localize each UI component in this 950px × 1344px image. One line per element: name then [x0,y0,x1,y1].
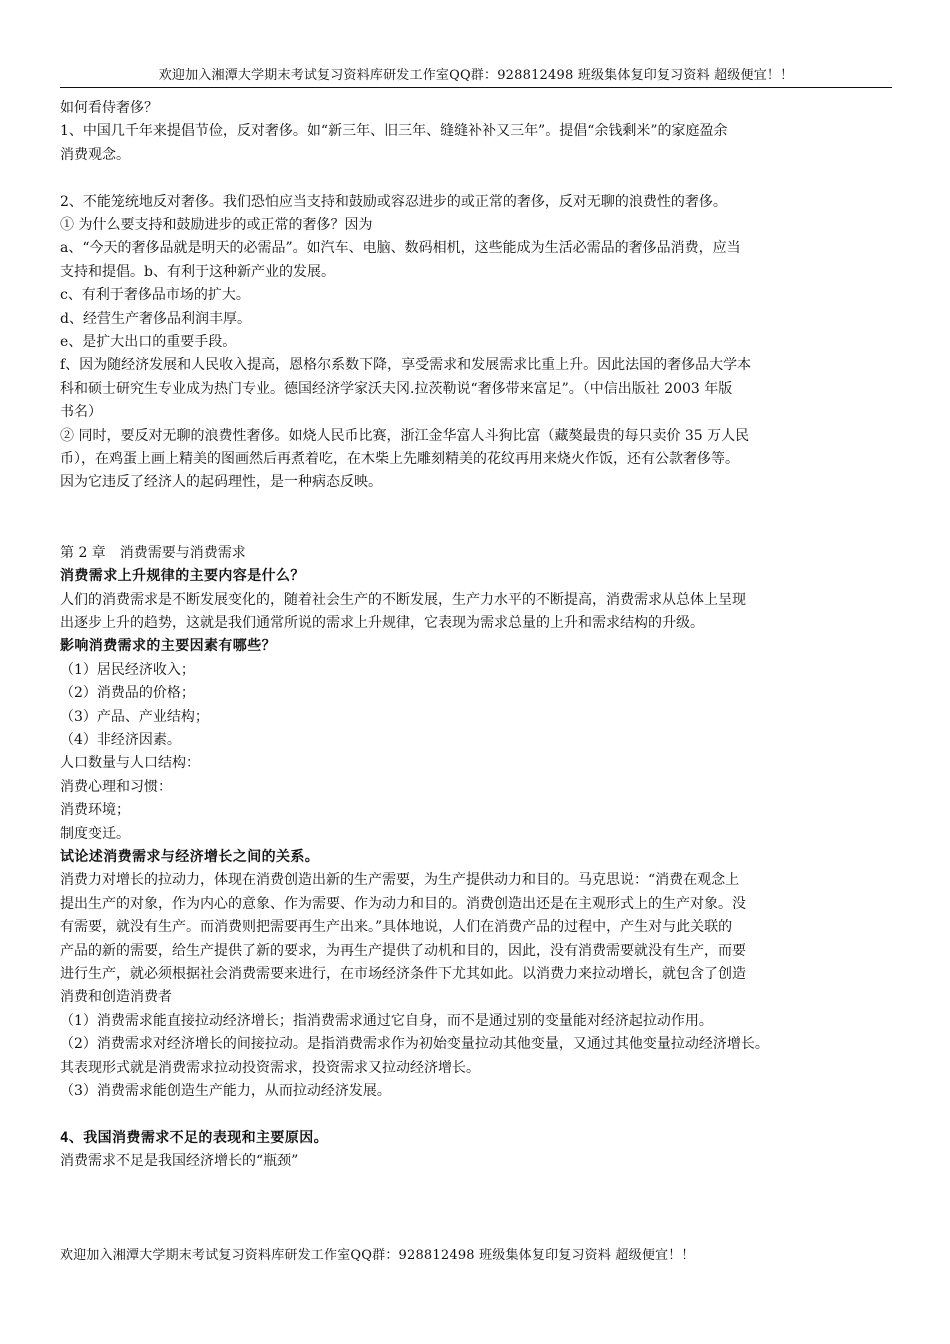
paragraph: 产品的新的需要，给生产提供了新的要求，为再生产提供了动机和目的，因此，没有消费需要就没有生产，而要 [60,942,746,959]
question-heading: 试论述消费需求与经济增长之间的关系。 [60,848,320,865]
spacer [60,1103,900,1126]
paragraph: 有需要，就没有生产。而消费则把需要再生产出来。”具体地说，人们在消费产品的过程中，产生对与此关联的 [60,919,733,936]
list-item: （3）消费需求能创造生产能力，从而拉动经济发展。 [60,1083,391,1100]
question-heading: 如何看侍奢侈？ [60,100,158,116]
paragraph: 消费力对增长的拉动力，体现在消费创造出新的生产需要，为生产提供动力和目的。马克思说：“消费在观念上 [60,872,740,889]
paragraph: 提出生产的对象，作为内心的意象、作为需要、作为动力和目的。消费创造出还是在主观形式上的生产对象。没 [60,895,746,912]
paragraph: 出逐步上升的趋势，这就是我们通常所说的需求上升规律，它表现为需求总量的上升和需求结构的升级。 [60,614,704,631]
list-item: d、经营生产奢侈品利润丰厚。 [60,310,251,327]
list-item: 消费环境； [60,802,130,819]
paragraph: 消费需求不足是我国经济增长的“瓶颈” [60,1153,299,1170]
paragraph: 币），在鸡蛋上画上精美的图画然后再煮着吃，在木柴上先雕刻精美的花纹再用来烧火作饭，还有公款奢侈等。 [60,451,739,468]
list-item: 人口数量与人口结构： [60,755,200,772]
paragraph: 进行生产，就必须根据社会消费需要来进行，在市场经济条件下尤其如此。以消费力来拉动增长，就包含了创造 [60,966,746,982]
question-heading: 消费需求上升规律的主要内容是什么？ [60,568,305,585]
list-item: f、因为随经济发展和人民收入提高，恩格尔系数下降，享受需求和发展需求比重上升。因此法国的奢侈品大学本 [60,357,752,374]
list-item: （1）居民经济收入； [60,661,195,678]
list-item: 制度变迁。 [60,825,130,842]
paragraph: 消费观念。 [60,146,130,163]
list-item: a、“今天的奢侈品就是明天的必需品”。如汽车、电脑、数码相机，这些能成为生活必需品的奢侈品消费，应当 [60,240,741,257]
paragraph: 2、不能笼统地反对奢侈。我们恐怕应当支持和鼓励或容忍进步的或正常的奢侈，反对无聊的浪费性的奢侈。 [60,193,727,210]
list-item: c、有利于奢侈品市场的扩大。 [60,287,250,304]
chapter-title: 第 2 章 消费需要与消费需求 [60,544,246,561]
page-footer: 欢迎加入湘潭大学期末考试复习资料库研发工作室QQ群：928812498 班级集体复印复习资料 超级便宜！！ [60,1248,695,1263]
paragraph: 消费和创造消费者 [60,989,172,1006]
list-item: 消费心理和习惯： [60,778,172,795]
list-item: （2）消费需求对经济增长的间接拉动。是指消费需求作为初始变量拉动其他变量，又通过其他变量拉动经济增长。 [60,1036,769,1053]
paragraph: 1、中国几千年来提倡节俭，反对奢侈。如“新三年、旧三年、缝缝补补又三年”。提倡“余钱剩米”的家庭盈余 [60,123,728,140]
header-divider [60,87,892,88]
list-item: 其表现形式就是消费需求拉动投资需求，投资需求又拉动经济增长。 [60,1059,480,1076]
document-body [60,97,900,1174]
list-item: 科和硕士研究生专业成为热门专业。德国经济学家沃夫冈.拉茨勒说“奢侈带来富足”。（中信出版社 2003 年版 [60,380,733,397]
paragraph: ① 为什么要支持和鼓励进步的或正常的奢侈？因为 [60,217,373,234]
spacer [60,167,900,190]
list-item: （2）消费品的价格； [60,685,195,702]
paragraph: ② 同时，要反对无聊的浪费性奢侈。如烧人民币比赛，浙江金华富人斗狗比富（藏獒最贵的每只卖价 35 万人民 [60,427,750,444]
list-item: （4）非经济因素。 [60,731,181,748]
list-item: 支持和提倡。b、有利于这种新产业的发展。 [60,263,335,280]
spacer [60,495,900,542]
list-item: e、是扩大出口的重要手段。 [60,334,237,351]
question-heading: 4、我国消费需求不足的表现和主要原因。 [60,1129,329,1146]
list-item: 书名） [60,404,102,421]
paragraph: 因为它违反了经济人的起码理性，是一种病态反映。 [60,474,382,491]
list-item: （1）消费需求能直接拉动经济增长；指消费需求通过它自身，而不是通过别的变量能对经济起拉动作用。 [60,1012,713,1029]
paragraph: 人们的消费需求是不断发展变化的，随着社会生产的不断发展，生产力水平的不断提高，消费需求从总体上呈现 [60,591,746,608]
question-heading: 影响消费需求的主要因素有哪些？ [60,638,276,655]
page-header: 欢迎加入湘潭大学期末考试复习资料库研发工作室QQ群：928812498 班级集体复印复习资料 超级便宜！！ [158,68,794,83]
list-item: （3）产品、产业结构； [60,708,209,725]
